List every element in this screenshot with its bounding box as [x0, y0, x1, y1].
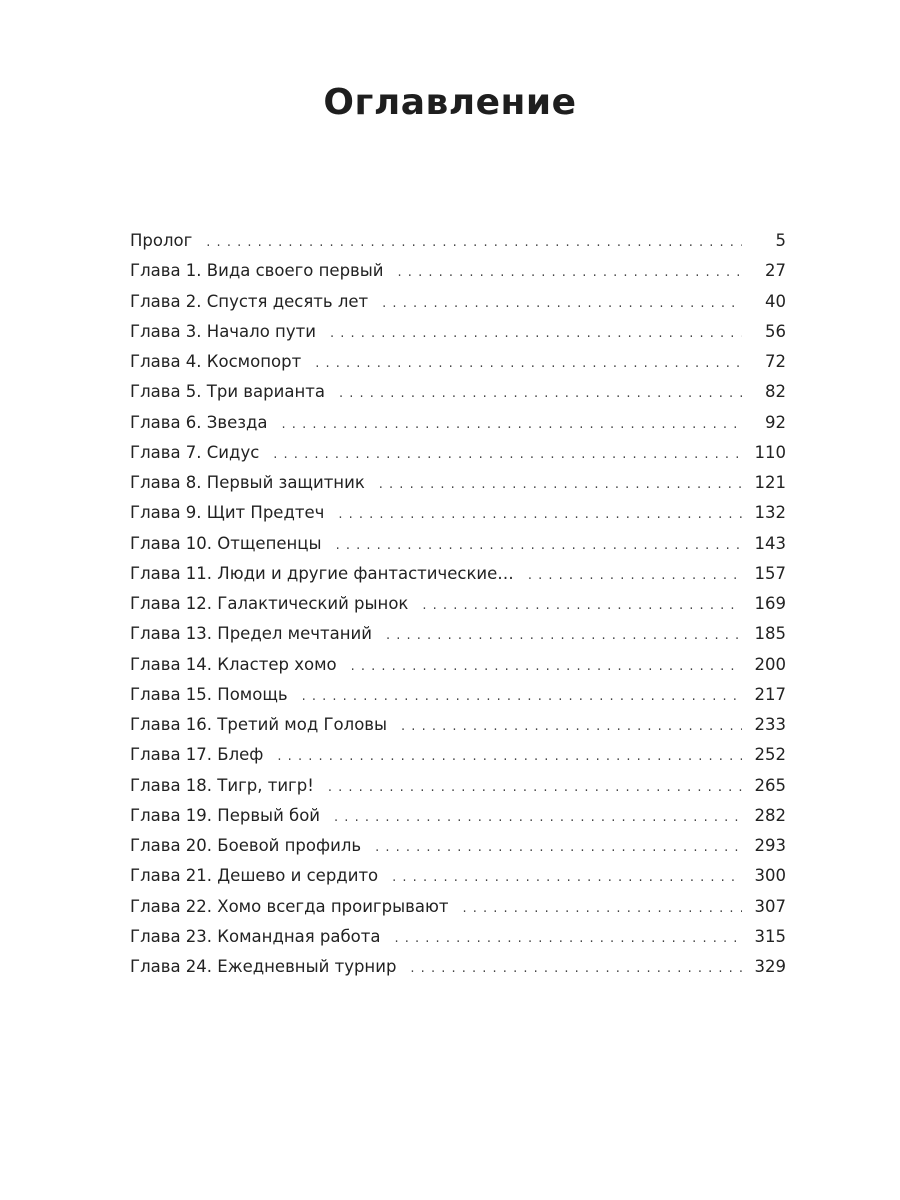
- toc-entry-title: Глава 13. Предел мечтаний: [130, 624, 372, 644]
- dot-leader: [277, 742, 742, 772]
- toc-entry-title: Пролог: [130, 231, 193, 250]
- toc-entry: [130, 468, 786, 498]
- dot-leader: [282, 410, 742, 440]
- toc-entry: [130, 529, 786, 559]
- toc-entry-page-number: 27: [765, 261, 786, 281]
- toc-entry: [130, 710, 786, 740]
- dot-leader: [339, 379, 742, 409]
- toc-entry-page-number: 307: [754, 896, 786, 916]
- toc-entry: [130, 347, 786, 377]
- toc-entry-page-number: 82: [765, 382, 786, 402]
- toc-entry-title: Глава 8. Первый защитник: [130, 473, 365, 492]
- toc-entry: [130, 377, 786, 407]
- toc-entry-title: Глава 5. Три варианта: [130, 382, 325, 402]
- dot-leader: [334, 803, 742, 833]
- dot-leader: [462, 894, 742, 924]
- toc-entry-page-number: 40: [765, 291, 786, 311]
- toc-entry: [130, 408, 786, 438]
- dot-leader: [351, 652, 742, 682]
- toc-entry-page-number: 5: [775, 231, 786, 250]
- dot-leader: [273, 440, 742, 470]
- dot-leader: [392, 863, 742, 893]
- toc-entry-title: Глава 14. Кластер хомо: [130, 654, 337, 674]
- dot-leader: [410, 954, 742, 984]
- dot-leader: [398, 258, 742, 288]
- toc-entry-page-number: 200: [754, 654, 786, 674]
- dot-leader: [338, 500, 742, 530]
- toc-entry-page-number: 315: [754, 926, 786, 946]
- toc-entry-page-number: 300: [754, 866, 786, 886]
- toc-entry-title: Глава 9. Щит Предтеч: [130, 503, 325, 523]
- toc-entry: [130, 952, 786, 982]
- toc-entry-page-number: 110: [754, 442, 786, 462]
- toc-entry: [130, 589, 786, 619]
- toc-entry-title: Глава 1. Вида своего первый: [130, 261, 384, 281]
- toc-entry-page-number: 157: [754, 563, 786, 583]
- toc-entry-title: Глава 10. Отщепенцы: [130, 533, 322, 553]
- toc-entry: [130, 922, 786, 952]
- toc-entry-title: Глава 17. Блеф: [130, 745, 264, 765]
- toc-entry-title: Глава 23. Командная работа: [130, 926, 381, 946]
- dot-leader: [330, 319, 742, 349]
- toc-entry-title: Глава 12. Галактический рынок: [130, 594, 409, 613]
- toc-entry-title: Глава 15. Помощь: [130, 684, 288, 704]
- toc-entry: [130, 771, 786, 801]
- toc-entry-page-number: 252: [754, 745, 786, 765]
- toc-entry-page-number: 217: [754, 684, 786, 704]
- toc-entry: [130, 740, 786, 770]
- dot-leader: [375, 833, 742, 863]
- toc-entry-title: Глава 11. Люди и другие фантастические…: [130, 563, 514, 583]
- toc-entry-page-number: 169: [754, 594, 786, 613]
- toc-entry-title: Глава 7. Сидус: [130, 442, 260, 462]
- toc-entry-page-number: 121: [754, 473, 786, 492]
- toc-entry: [130, 226, 786, 256]
- dot-leader: [528, 561, 742, 591]
- dot-leader: [336, 531, 742, 561]
- toc-entry: [130, 680, 786, 710]
- toc-entry-title: Глава 18. Тигр, тигр!: [130, 775, 314, 795]
- toc-entry-title: Глава 2. Спустя десять лет: [130, 291, 369, 311]
- toc-entry-page-number: 265: [754, 775, 786, 795]
- dot-leader: [422, 591, 742, 621]
- toc-entry-page-number: 56: [765, 321, 786, 341]
- toc-entry-title: Глава 21. Дешево и сердито: [130, 866, 379, 886]
- dot-leader: [206, 228, 742, 258]
- dot-leader: [379, 470, 742, 500]
- dot-leader: [395, 924, 743, 954]
- toc-entry: [130, 559, 786, 589]
- toc-entry: [130, 801, 786, 831]
- toc-entry: [130, 317, 786, 347]
- toc-entry-page-number: 233: [754, 715, 786, 734]
- toc-entry-title: Глава 19. Первый бой: [130, 805, 321, 825]
- toc-entry-title: Глава 4. Космопорт: [130, 352, 302, 371]
- toc-entry-title: Глава 6. Звезда: [130, 412, 268, 432]
- toc-entry: [130, 861, 786, 891]
- page-title: Оглавление: [323, 82, 577, 123]
- toc-entry: [130, 650, 786, 680]
- dot-leader: [315, 349, 742, 379]
- toc-entry-title: Глава 16. Третий мод Головы: [130, 715, 388, 734]
- toc-entry-page-number: 143: [754, 533, 786, 553]
- table-of-contents: [130, 226, 786, 982]
- toc-entry-page-number: 92: [765, 412, 786, 432]
- dot-leader: [386, 621, 742, 651]
- toc-entry-page-number: 72: [765, 352, 786, 371]
- toc-entry-page-number: 185: [754, 624, 786, 644]
- toc-entry: [130, 619, 786, 649]
- dot-leader: [302, 682, 742, 712]
- toc-entry: [130, 892, 786, 922]
- toc-entry: [130, 438, 786, 468]
- toc-entry-title: Глава 20. Боевой профиль: [130, 836, 362, 855]
- toc-entry-title: Глава 22. Хомо всегда проигрывают: [130, 896, 449, 916]
- toc-entry-page-number: 293: [754, 836, 786, 855]
- toc-entry-title: Глава 3. Начало пути: [130, 321, 316, 341]
- dot-leader: [328, 773, 742, 803]
- toc-entry: [130, 287, 786, 317]
- toc-entry: [130, 256, 786, 286]
- toc-entry: [130, 498, 786, 528]
- dot-leader: [401, 712, 742, 742]
- toc-entry-page-number: 329: [754, 957, 786, 976]
- toc-entry: [130, 831, 786, 861]
- toc-entry-page-number: 132: [754, 503, 786, 523]
- toc-entry-title: Глава 24. Ежедневный турнир: [130, 957, 397, 976]
- toc-entry-page-number: 282: [754, 805, 786, 825]
- dot-leader: [382, 289, 742, 319]
